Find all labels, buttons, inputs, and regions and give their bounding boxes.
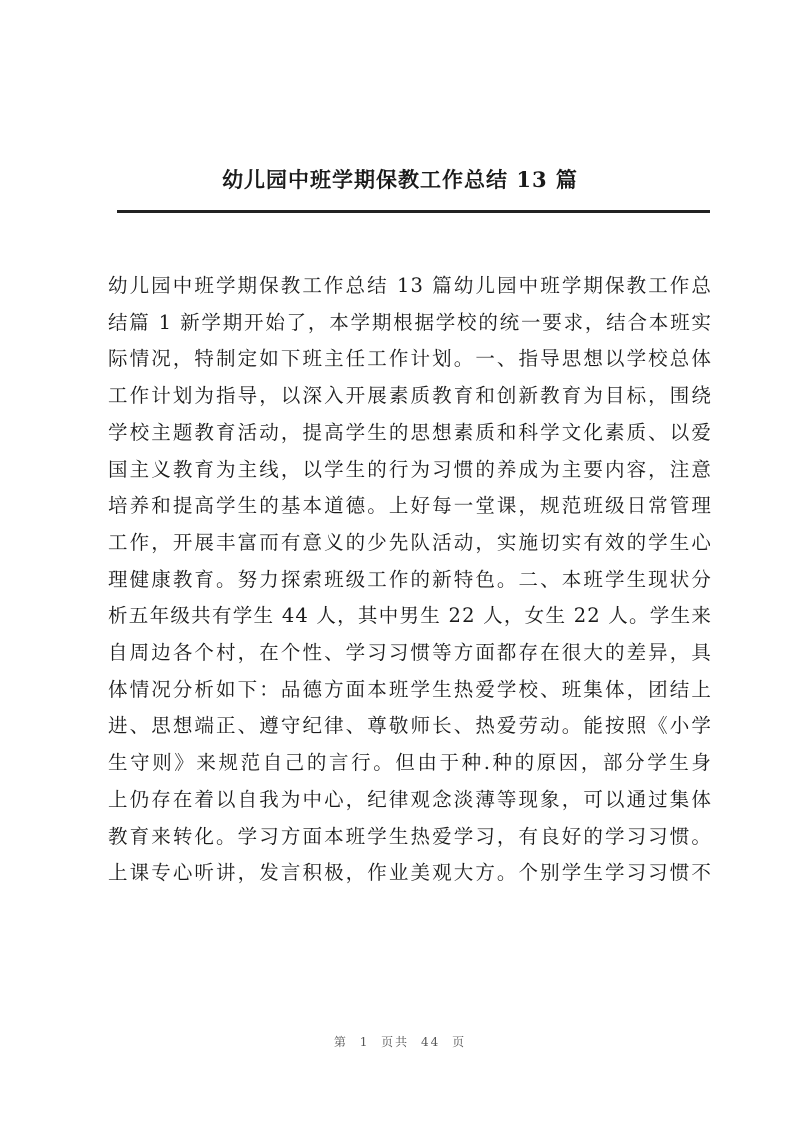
body-line: 析五年级共有学生 44 人，其中男生 22 人，女生 22 人。学生来 [108,604,712,628]
footer-suffix: 页 [452,1035,467,1049]
body-line: 生守则》来规范自己的言行。但由于种.种的原因，部分学生身 [108,751,712,775]
body-line: 国主义教育为主线，以学生的行为习惯的养成为主要内容，注意 [108,457,712,481]
body-line: 培养和提高学生的基本道德。上好每一堂课，规范班级日常管理 [108,494,712,518]
footer-middle: 页共 [381,1035,410,1049]
footer-current-page: 1 [359,1035,370,1049]
footer-prefix: 第 [333,1035,348,1049]
body-line: 幼儿园中班学期保教工作总结 13 篇幼儿园中班学期保教工作总 [108,274,712,297]
footer-total-pages: 44 [421,1035,441,1049]
body-line: 教育来转化。学习方面本班学生热爱学习，有良好的学习习惯。 [108,824,712,848]
document-body [108,268,712,892]
page-footer [0,1033,800,1050]
body-line: 自周边各个村，在个性、学习习惯等方面都存在很大的差异，具 [108,641,712,665]
body-line: 结篇 1 新学期开始了，本学期根据学校的统一要求，结合本班实 [108,310,712,334]
body-line: 理健康教育。努力探索班级工作的新特色。二、本班学生现状分 [108,567,712,591]
body-line: 进、思想端正、遵守纪律、尊敬师长、热爱劳动。能按照《小学 [108,714,712,738]
body-line: 体情况分析如下：品德方面本班学生热爱学校、班集体，团结上 [108,677,712,701]
body-line: 工作，开展丰富而有意义的少先队活动，实施切实有效的学生心 [108,530,712,554]
body-line: 工作计划为指导，以深入开展素质教育和创新教育为目标，围绕 [108,384,712,408]
body-line: 际情况，特制定如下班主任工作计划。一、指导思想以学校总体 [108,347,712,371]
body-line: 上课专心听讲，发言积极，作业美观大方。个别学生学习习惯不 [108,861,712,885]
body-line: 学校主题教育活动，提高学生的思想素质和科学文化素质、以爱 [108,420,712,444]
body-line: 上仍存在着以自我为中心，纪律观念淡薄等现象，可以通过集体 [108,787,712,811]
title-divider [117,210,710,213]
document-title: 幼儿园中班学期保教工作总结 13 篇 [222,167,578,192]
